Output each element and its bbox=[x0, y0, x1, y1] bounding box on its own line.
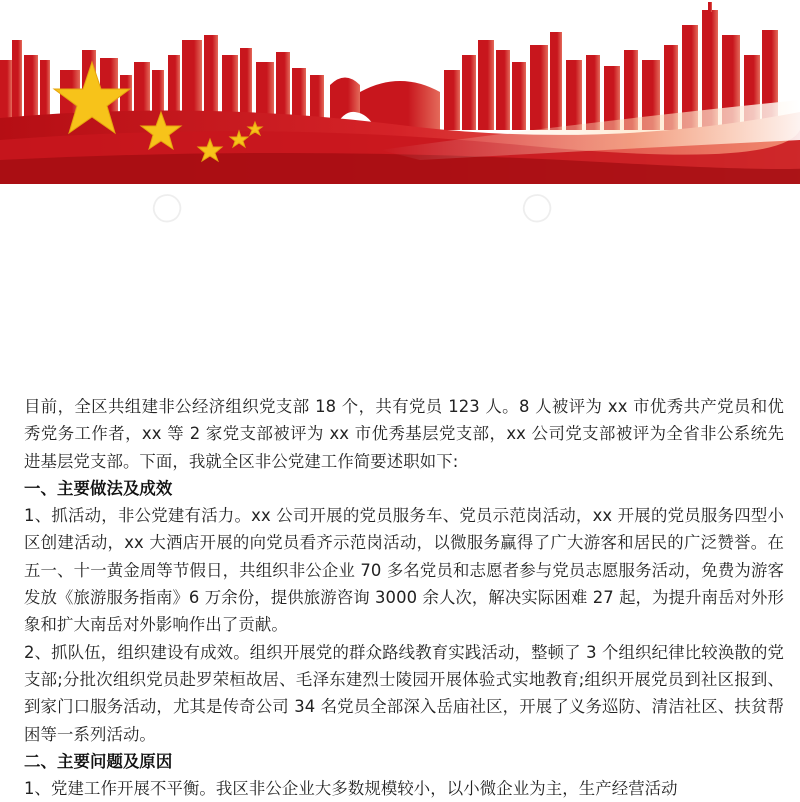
intro-paragraph: 目前，全区共组建非公经济组织党支部 18 个，共有党员 123 人。8 人被评为 xx 市优秀共产党员和优秀党务工作者，xx 等 2 家党支部被评为 xx 市优秀基层党支部，xx 公司党支部被评为全省非公系统先进基层党支部。下面，我就全区非公党建工作简要述职如下: bbox=[24, 397, 784, 471]
skyline bbox=[0, 2, 778, 130]
body-paragraph: 1、党建工作开展不平衡。我区非公企业大多数规模较小，以小微企业为主，生产经营活动 bbox=[24, 779, 678, 799]
section-heading-2: 二、主要问题及原因 bbox=[24, 751, 173, 771]
document-body bbox=[24, 393, 784, 802]
header-banner bbox=[0, 0, 800, 184]
body-paragraph: 2、抓队伍，组织建设有成效。组织开展党的群众路线教育实践活动，整顿了 3 个组织纪律比较涣散的党支部;分批次组织党员赴罗荣桓故居、毛泽东建烈士陵园开展体验式实地教育;组织开展党员到社区报到、到家门口服务活动，尤其是传奇公司 34 名党员全部深入岳庙社区，开展了义务巡防、清洁社区、扶贫帮困等一系列活动。 bbox=[24, 642, 784, 744]
city-skyline-flag-graphic bbox=[0, 0, 800, 184]
body-paragraph: 1、抓活动，非公党建有活力。xx 公司开展的党员服务车、党员示范岗活动，xx 开展的党员服务四型小区创建活动，xx 大酒店开展的向党员看齐示范岗活动，以微服务赢得了广大游客和居民的广泛赞誉。在五一、十一黄金周等节假日，共组织非公企业 70 多名党员和志愿者参与党员志愿服务活动，免费为游客发放《旅游服务指南》6 万余份，提供旅游咨询 3000 余人次，解决实际困难 27 起，为提升南岳对外形象和扩大南岳对外影响作出了贡献。 bbox=[24, 506, 784, 635]
watermark-mark: ◯ bbox=[513, 183, 559, 230]
section-heading-1: 一、主要做法及成效 bbox=[24, 478, 173, 498]
watermark-mark: ◯ bbox=[143, 183, 189, 230]
